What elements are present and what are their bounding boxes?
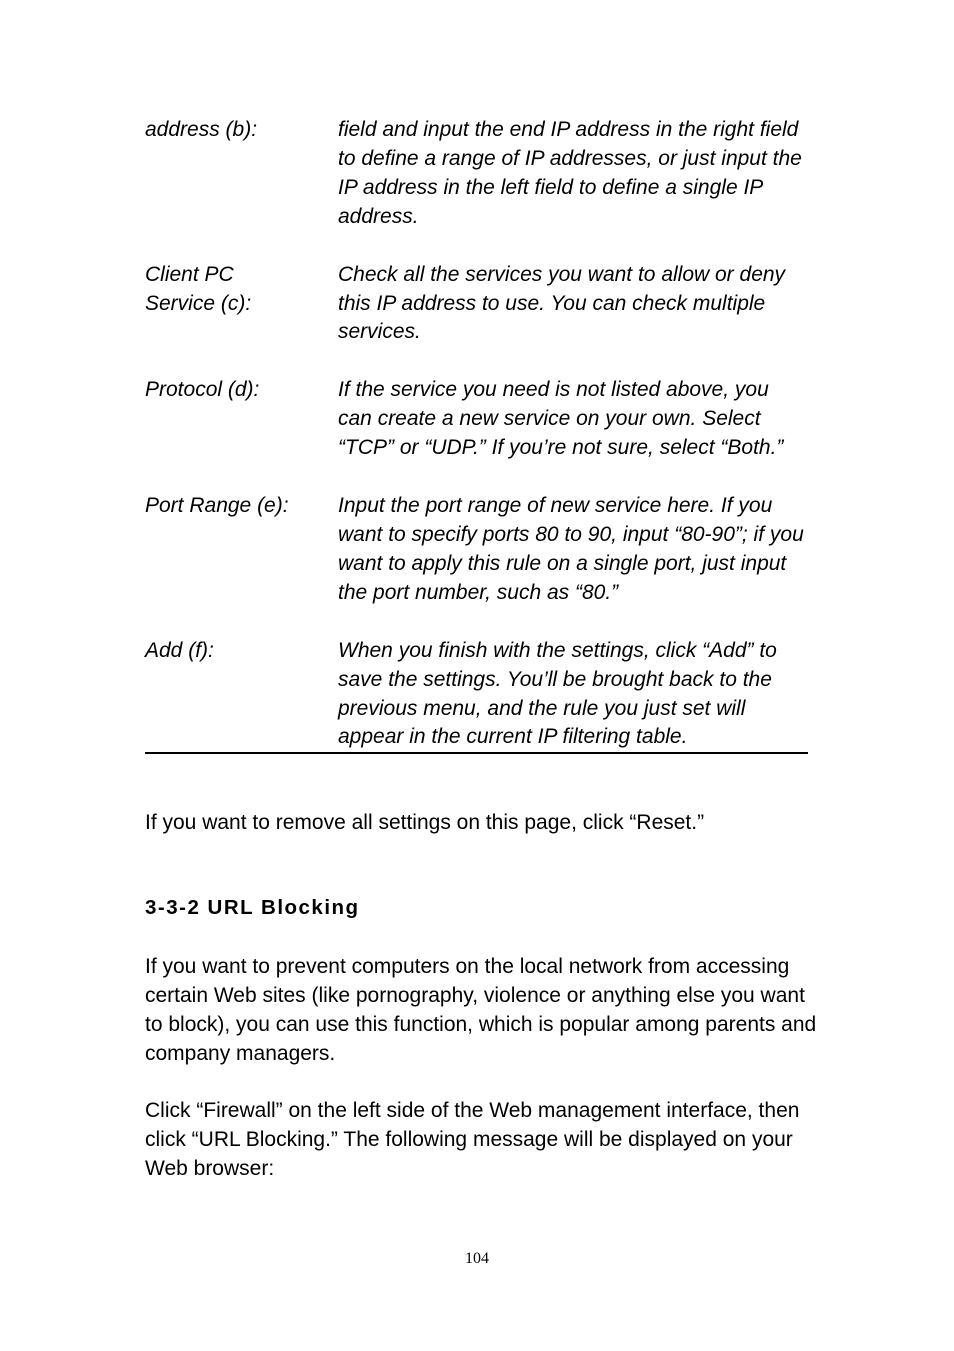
definition-row-address (145, 116, 808, 232)
definition-row-client-pc-service (145, 261, 808, 348)
definition-row-protocol (145, 376, 808, 463)
reset-note: If you want to remove all settings on this page, click “Reset.” (145, 811, 705, 834)
definition-term: Protocol (d): (145, 378, 260, 402)
definition-description: When you finish with the settings, click “Add” to save the settings. You’ll be brought back to the previous menu, and the rule you just set will appear in the current IP filtering table. (338, 638, 777, 749)
definition-term: address (b): (145, 118, 258, 141)
page-number: 104 (465, 1250, 489, 1267)
intro-paragraph: If you want to prevent computers on the local network from accessing certain Web sites (like pornography, violence or anything else you want to block), you can use this function, which is popular among parents and company managers. (145, 955, 817, 1065)
definition-description: If the service you need is not listed above, you can create a new service on your own. Select “TCP” or “UDP.” If you’re not sure, select “Both.” (338, 378, 784, 460)
definition-row-add (145, 637, 808, 755)
definition-description: Check all the services you want to allow or deny this IP address to use. You can check multiple services. (338, 262, 786, 344)
instruction-paragraph: Click “Firewall” on the left side of the Web management interface, then click “URL Blocking.” The following message will be displayed on your Web browser: (145, 1099, 800, 1180)
section-heading: 3-3-2 URL Blocking (145, 896, 360, 919)
definition-term: Add (f): (145, 638, 214, 662)
definition-table (145, 116, 808, 754)
definition-term: Client PC Service (c): (145, 262, 252, 315)
definition-term: Port Range (e): (145, 494, 289, 518)
definition-row-port-range (145, 492, 808, 608)
definition-description: Input the port range of new service here. If you want to specify ports 80 to 90, input “80-90”; if you want to apply this rule on a single port, just input the port number, such as “80.” (338, 494, 804, 604)
definition-description: field and input the end IP address in the right field to define a range of IP addresses, or just input the IP address in the left field to define a single IP address. (338, 118, 802, 228)
